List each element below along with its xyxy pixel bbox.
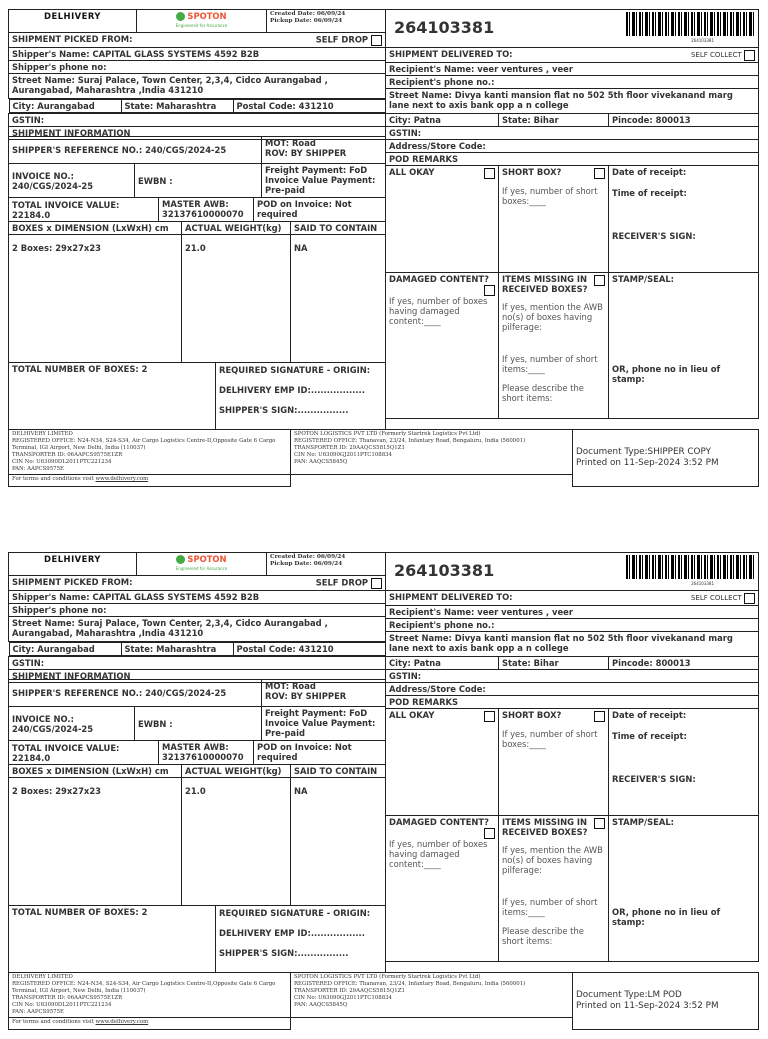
awb-header	[386, 553, 759, 591]
pickup-street: Street Name: Suraj Palace, Town Center, 2,3,4, Cidco Aurangabad , Aurangabad, Maharashtra ,India 431210	[9, 74, 386, 99]
awb-number: 264103381	[394, 561, 495, 580]
mot-rov: MOT: Road ROV: BY SHIPPER	[262, 137, 386, 164]
self-drop-checkbox[interactable]	[371, 578, 382, 589]
all-okay-checkbox[interactable]	[484, 711, 495, 722]
spoton-leaf-icon	[176, 555, 185, 564]
total-boxes: TOTAL NUMBER OF BOXES: 2	[9, 906, 216, 973]
col-weight-header: ACTUAL WEIGHT(kg)	[182, 222, 291, 235]
phone-in-lieu-of-stamp[interactable]: OR, phone no in lieu of stamp:	[612, 364, 721, 384]
boxes-dimension: 2 Boxes: 29x27x23	[9, 235, 182, 363]
origin-signature	[216, 363, 386, 430]
footer	[8, 972, 759, 1030]
shipment-info	[8, 679, 386, 741]
awb-number: 264103381	[394, 18, 495, 37]
store-code: Address/Store Code:	[386, 683, 759, 696]
spoton-leaf-icon	[176, 12, 185, 21]
printed-on: Printed on 11-Sep-2024 3:52 PM	[576, 1001, 719, 1011]
pod-remarks-heading: POD REMARKS	[386, 696, 759, 709]
col-boxes-header: BOXES x DIMENSION (LxWxH) cm	[9, 765, 182, 778]
terms-link[interactable]: www.delhivery.com	[95, 1019, 149, 1025]
pickup-postal: Postal Code: 431210	[233, 100, 386, 113]
freight-payment: Freight Payment: FoD Invoice Value Payment: Pre-paid	[262, 164, 386, 198]
self-drop-label: SELF DROP	[316, 34, 382, 46]
emp-id-field[interactable]: DELHIVERY EMP ID:.................	[219, 385, 365, 395]
pickup-street: Street Name: Suraj Palace, Town Center, 2,3,4, Cidco Aurangabad , Aurangabad, Maharashtra ,India 431210	[9, 617, 386, 642]
total-invoice-value: TOTAL INVOICE VALUE: 22184.0	[9, 741, 159, 765]
mot-rov: MOT: Road ROV: BY SHIPPER	[262, 680, 386, 707]
spoton-legal: SPOTON LOGISTICS PVT LTD (Formerly Startrek Logistics Pvt Ltd) REGISTERED OFFICE: Thanavan, 23/24, Infantary Road, Bengaluru, India (560001) TRANSPORTER ID: 29AAQCS5815Q1Z1 CIN No: U63090GJ2011PTC108834 PAN: AAQCS5845Q	[291, 430, 573, 475]
shipper-reference: SHIPPER'S REFERENCE NO.: 240/CGS/2024-25	[9, 137, 262, 164]
ewbn: EWBN :	[135, 707, 262, 741]
delivery-pincode: Pincode: 800013	[609, 114, 759, 127]
pickup-city: City: Aurangabad	[9, 643, 121, 656]
actual-weight: 21.0	[182, 778, 291, 906]
recipient-name: Recipient's Name: veer ventures , veer	[386, 63, 759, 76]
barcode	[626, 555, 754, 579]
shipper-sign-field[interactable]: SHIPPER'S SIGN:................	[219, 948, 349, 958]
invoice-values	[8, 740, 386, 765]
delivery-city: City: Patna	[386, 657, 499, 670]
delivery-heading: SHIPMENT DELIVERED TO: SELF COLLECT	[386, 48, 759, 63]
pickup-city: City: Aurangabad	[9, 100, 121, 113]
pickup-state: State: Maharashtra	[121, 100, 233, 113]
shipment-info	[8, 136, 386, 198]
delivery-state: State: Bihar	[499, 657, 609, 670]
recipient-phone: Recipient's phone no.:	[386, 619, 759, 632]
missing-checkbox[interactable]	[594, 275, 605, 286]
actual-weight: 21.0	[182, 235, 291, 363]
store-code: Address/Store Code:	[386, 140, 759, 153]
delivery-heading: SHIPMENT DELIVERED TO: SELF COLLECT	[386, 591, 759, 606]
sig-origin-label: REQUIRED SIGNATURE - ORIGIN:	[219, 908, 371, 918]
stamp-seal[interactable]: STAMP/SEAL:	[612, 274, 675, 284]
time-of-receipt[interactable]: Time of receipt:	[612, 731, 687, 741]
short-box-checkbox[interactable]	[594, 168, 605, 179]
shipper-phone: Shipper's phone no:	[9, 604, 386, 617]
delivery-state: State: Bihar	[499, 114, 609, 127]
delivery-gstin: GSTIN:	[386, 127, 759, 140]
pod-on-invoice: POD on Invoice: Not required	[254, 741, 386, 765]
terms: For terms and conditions visit www.delhivery.com	[9, 1018, 291, 1030]
delivery-pincode: Pincode: 800013	[609, 657, 759, 670]
self-drop-label: SELF DROP	[316, 577, 382, 589]
pickup-heading: SHIPMENT PICKED FROM: SELF DROP	[9, 33, 386, 48]
col-boxes-header: BOXES x DIMENSION (LxWxH) cm	[9, 222, 182, 235]
said-to-contain: NA	[291, 778, 386, 906]
self-collect-checkbox[interactable]	[744, 593, 755, 604]
short-box-cell: SHORT BOX? If yes, number of short boxes:____	[499, 166, 609, 273]
stamp-cell	[609, 273, 759, 419]
footer-spacer	[291, 475, 573, 487]
pickup-section	[8, 552, 386, 683]
dates: Created Date: 06/09/24 Pickup Date: 06/09/24	[267, 10, 386, 33]
pickup-section	[8, 9, 386, 140]
total-invoice-value: TOTAL INVOICE VALUE: 22184.0	[9, 198, 159, 222]
shipment-info-heading: SHIPMENT INFORMATION	[9, 670, 386, 683]
said-to-contain: NA	[291, 235, 386, 363]
pod-on-invoice: POD on Invoice: Not required	[254, 198, 386, 222]
date-of-receipt[interactable]: Date of receipt:	[612, 167, 687, 177]
delhivery-logo: DELHIVERY	[9, 10, 137, 33]
missing-cell: ITEMS MISSING IN RECEIVED BOXES? If yes, mention the AWB no(s) of boxes having pilferage: If yes, number of short items:____ Please describe the short items:	[499, 816, 609, 962]
spoton-legal: SPOTON LOGISTICS PVT LTD (Formerly Startrek Logistics Pvt Ltd) REGISTERED OFFICE: Thanavan, 23/24, Infantary Road, Bengaluru, India (560001) TRANSPORTER ID: 29AAQCS5815Q1Z1 CIN No: U63090GJ2011PTC108834 PAN: AAQCS5845Q	[291, 973, 573, 1018]
footer	[8, 429, 759, 487]
all-okay-checkbox[interactable]	[484, 168, 495, 179]
emp-id-field[interactable]: DELHIVERY EMP ID:.................	[219, 928, 365, 938]
barcode-text: 264103381	[691, 38, 715, 43]
delivery-street: Street Name: Divya kanti mansion flat no 502 5th floor vivekanand marg lane next to axis bank opp a n college	[386, 632, 759, 657]
missing-cell: ITEMS MISSING IN RECEIVED BOXES? If yes, mention the AWB no(s) of boxes having pilferage: If yes, number of short items:____ Please describe the short items:	[499, 273, 609, 419]
date-of-receipt[interactable]: Date of receipt:	[612, 710, 687, 720]
recipient-name: Recipient's Name: veer ventures , veer	[386, 606, 759, 619]
short-box-checkbox[interactable]	[594, 711, 605, 722]
signature-section	[8, 905, 386, 973]
spoton-logo: SPOTON Engineered for Assurance	[137, 553, 267, 576]
damaged-cell: DAMAGED CONTENT? If yes, number of boxes having damaged content:____	[386, 816, 499, 962]
delivery-gstin: GSTIN:	[386, 670, 759, 683]
col-contain-header: SAID TO CONTAIN	[291, 765, 386, 778]
sig-origin-label: REQUIRED SIGNATURE - ORIGIN:	[219, 365, 371, 375]
shipper-sign-field[interactable]: SHIPPER'S SIGN:................	[219, 405, 349, 415]
pickup-gstin: GSTIN:	[9, 114, 386, 127]
receipt-cell	[609, 166, 759, 273]
delhivery-legal: DELHIVERY LIMITED REGISTERED OFFICE: N24-N34, S24-S34, Air Cargo Logistics Centre-II,Opposite Gate 6 Cargo Terminal, IGI Airport, New Delhi, India (110037) TRANSPORTER ID: 06AAPCS9575E1ZR CIN No: U63090DL2011PTC221234 PAN: AAPCS9575E	[9, 973, 291, 1018]
total-boxes: TOTAL NUMBER OF BOXES: 2	[9, 363, 216, 430]
delhivery-logo: DELHIVERY	[9, 553, 137, 576]
all-okay-cell: ALL OKAY	[386, 166, 499, 273]
receivers-sign[interactable]: RECEIVER'S SIGN:	[612, 774, 696, 784]
barcode	[626, 12, 754, 36]
shipment-info-heading: SHIPMENT INFORMATION	[9, 127, 386, 140]
invoice-no: INVOICE NO.: 240/CGS/2024-25	[9, 707, 135, 741]
shipper-name: Shipper's Name: CAPITAL GLASS SYSTEMS 4592 B2B	[9, 48, 386, 61]
pickup-state: State: Maharashtra	[121, 643, 233, 656]
all-okay-cell: ALL OKAY	[386, 709, 499, 816]
awb-header	[386, 10, 759, 48]
document-type: Document Type:SHIPPER COPY	[576, 447, 711, 457]
time-of-receipt[interactable]: Time of receipt:	[612, 188, 687, 198]
boxes-table	[8, 221, 386, 363]
receivers-sign[interactable]: RECEIVER'S SIGN:	[612, 231, 696, 241]
delivery-section	[385, 552, 759, 962]
freight-payment: Freight Payment: FoD Invoice Value Payment: Pre-paid	[262, 707, 386, 741]
delivery-city: City: Patna	[386, 114, 499, 127]
col-contain-header: SAID TO CONTAIN	[291, 222, 386, 235]
delivery-street: Street Name: Divya kanti mansion flat no 502 5th floor vivekanand marg lane next to axis bank opp a n college	[386, 89, 759, 114]
boxes-table	[8, 764, 386, 906]
printed-on: Printed on 11-Sep-2024 3:52 PM	[576, 458, 719, 468]
signature-section	[8, 362, 386, 430]
short-box-cell: SHORT BOX? If yes, number of short boxes:____	[499, 709, 609, 816]
master-awb: MASTER AWB: 32137610000070	[159, 198, 254, 222]
stamp-cell	[609, 816, 759, 962]
invoice-values	[8, 197, 386, 222]
document-type: Document Type:LM POD	[576, 990, 682, 1000]
pickup-heading: SHIPMENT PICKED FROM: SELF DROP	[9, 576, 386, 591]
stamp-seal[interactable]: STAMP/SEAL:	[612, 817, 675, 827]
document-info	[573, 973, 759, 1030]
master-awb: MASTER AWB: 32137610000070	[159, 741, 254, 765]
boxes-dimension: 2 Boxes: 29x27x23	[9, 778, 182, 906]
damaged-checkbox[interactable]	[484, 828, 495, 839]
terms: For terms and conditions visit www.delhivery.com	[9, 475, 291, 487]
damaged-cell: DAMAGED CONTENT? If yes, number of boxes having damaged content:____	[386, 273, 499, 419]
damaged-checkbox[interactable]	[484, 285, 495, 296]
col-weight-header: ACTUAL WEIGHT(kg)	[182, 765, 291, 778]
missing-checkbox[interactable]	[594, 818, 605, 829]
terms-link[interactable]: www.delhivery.com	[95, 476, 149, 482]
pickup-gstin: GSTIN:	[9, 657, 386, 670]
invoice-no: INVOICE NO.: 240/CGS/2024-25	[9, 164, 135, 198]
delivery-section	[385, 9, 759, 419]
shipper-reference: SHIPPER'S REFERENCE NO.: 240/CGS/2024-25	[9, 680, 262, 707]
shipping-label	[8, 552, 758, 1039]
self-collect-checkbox[interactable]	[744, 50, 755, 61]
ewbn: EWBN :	[135, 164, 262, 198]
barcode-text: 264103381	[691, 581, 715, 586]
dates: Created Date: 06/09/24 Pickup Date: 06/09/24	[267, 553, 386, 576]
pod-remarks-heading: POD REMARKS	[386, 153, 759, 166]
shipping-label	[8, 9, 758, 496]
receipt-cell	[609, 709, 759, 816]
self-collect-label: SELF COLLECT	[691, 49, 755, 61]
self-collect-label: SELF COLLECT	[691, 592, 755, 604]
recipient-phone: Recipient's phone no.:	[386, 76, 759, 89]
pickup-postal: Postal Code: 431210	[233, 643, 386, 656]
shipper-name: Shipper's Name: CAPITAL GLASS SYSTEMS 4592 B2B	[9, 591, 386, 604]
phone-in-lieu-of-stamp[interactable]: OR, phone no in lieu of stamp:	[612, 907, 721, 927]
self-drop-checkbox[interactable]	[371, 35, 382, 46]
spoton-logo: SPOTON Engineered for Assurance	[137, 10, 267, 33]
shipper-phone: Shipper's phone no:	[9, 61, 386, 74]
delhivery-legal: DELHIVERY LIMITED REGISTERED OFFICE: N24-N34, S24-S34, Air Cargo Logistics Centre-II,Opposite Gate 6 Cargo Terminal, IGI Airport, New Delhi, India (110037) TRANSPORTER ID: 06AAPCS9575E1ZR CIN No: U63090DL2011PTC221234 PAN: AAPCS9575E	[9, 430, 291, 475]
origin-signature	[216, 906, 386, 973]
document-info	[573, 430, 759, 487]
